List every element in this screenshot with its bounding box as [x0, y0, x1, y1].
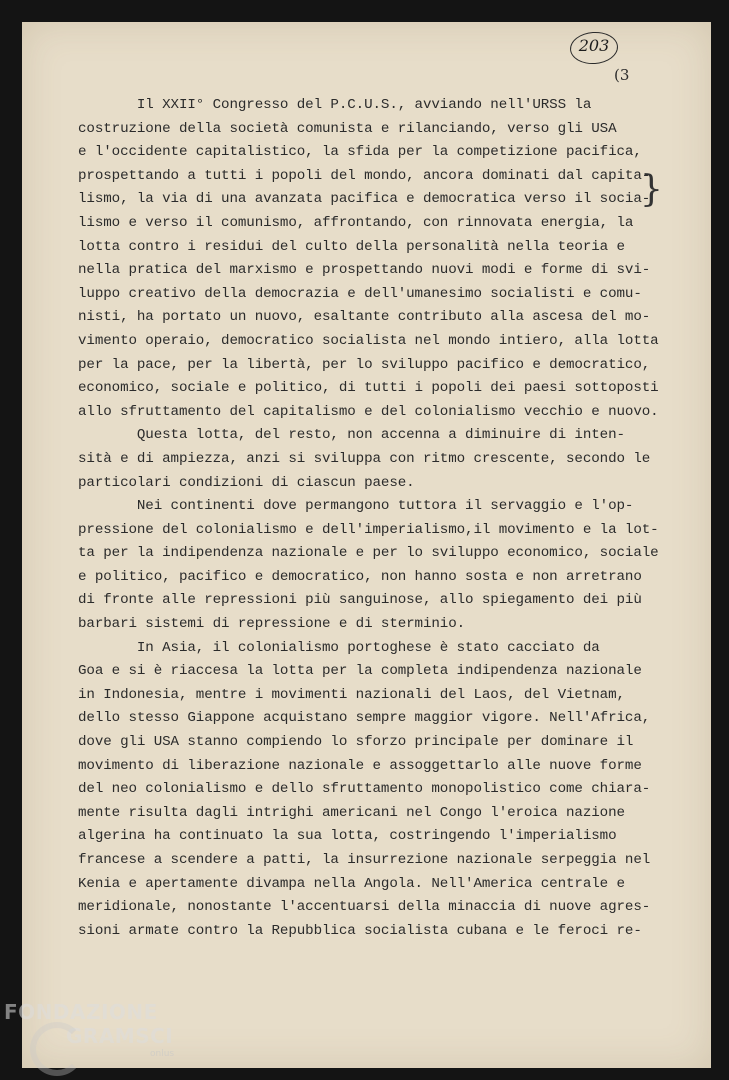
watermark-suffix: onlus	[150, 1049, 175, 1059]
text-line: Kenia e apertamente divampa nella Angola. Nell'America centrale e	[78, 875, 625, 892]
text-line: luppo creativo della democrazia e dell'umanesimo socialisti e comu-	[78, 285, 642, 302]
text-line: lismo, la via di una avanzata pacifica e democratica verso il socia-	[78, 191, 651, 208]
text-line: Nei continenti dove permangono tuttora il servaggio e l'op-	[78, 498, 634, 515]
watermark-logo-icon	[30, 1022, 84, 1076]
text-line: nella pratica del marxismo e prospettando nuovi modi e forme di svi-	[78, 262, 651, 279]
text-line: e l'occidente capitalistico, la sfida per la competizione pacifica,	[78, 144, 642, 161]
text-line: lismo e verso il comunismo, affrontando, con rinnovata energia, la	[78, 214, 634, 231]
text-line: dove gli USA stanno compiendo lo sforzo principale per dominare il	[78, 734, 634, 751]
text-line: Goa e si è riaccesa la lotta per la completa indipendenza nazionale	[78, 663, 642, 680]
text-line: economico, sociale e politico, di tutti i popoli dei paesi sottoposti	[78, 380, 659, 397]
text-line: vimento operaio, democratico socialista nel mondo intiero, alla lotta	[78, 332, 659, 349]
text-line: Il XXII° Congresso del P.C.U.S., avviando nell'URSS la	[78, 97, 592, 113]
text-line: In Asia, il colonialismo portoghese è stato cacciato da	[78, 639, 600, 656]
text-line: sioni armate contro la Repubblica socialista cubana e le feroci re-	[78, 922, 642, 939]
sheet-number: (3	[614, 66, 630, 84]
text-line: nisti, ha portato un nuovo, esaltante contributo alla ascesa del mo-	[78, 309, 651, 326]
page-number: 203	[578, 36, 610, 55]
text-line: prospettando a tutti i popoli del mondo, ancora dominati dal capita-	[78, 167, 651, 184]
text-line: meridionale, nonostante l'accentuarsi della minaccia di nuove agres-	[78, 899, 651, 916]
text-line: del neo colonialismo e dello sfruttamento monopolistico come chiara-	[78, 781, 651, 798]
margin-brace: }	[640, 169, 663, 210]
text-line: mente risulta dagli intrighi americani nel Congo l'eroica nazione	[78, 804, 625, 821]
text-line: movimento di liberazione nazionale e assoggettarlo alle nuove forme	[78, 757, 642, 774]
text-line: barbari sistemi di repressione e di sterminio.	[78, 616, 466, 633]
text-line: allo sfruttamento del capitalismo e del colonialismo vecchio e nuovo.	[78, 403, 659, 420]
text-line: in Indonesia, mentre i movimenti nazionali del Laos, del Vietnam,	[78, 686, 625, 703]
text-line: ta per la indipendenza nazionale e per lo sviluppo economico, sociale	[78, 545, 659, 562]
text-line: per la pace, per la libertà, per lo sviluppo pacifico e democratico,	[78, 356, 651, 373]
fondazione-gramsci-watermark	[4, 1000, 175, 1059]
text-line: particolari condizioni di ciascun paese.	[78, 474, 415, 491]
document-page	[22, 22, 711, 1068]
typewritten-text	[78, 94, 678, 943]
text-line: e politico, pacifico e democratico, non hanno sosta e non arretrano	[78, 568, 642, 585]
text-line: algerina ha continuato la sua lotta, costringendo l'imperialismo	[78, 828, 617, 845]
text-line: costruzione della società comunista e rilanciando, verso gli USA	[78, 120, 617, 137]
text-line: di fronte alle repressioni più sanguinose, allo spiegamento dei più	[78, 592, 642, 609]
text-line: dello stesso Giappone acquistano sempre maggior vigore. Nell'Africa,	[78, 710, 651, 727]
watermark-line2: GRAMSCI	[66, 1024, 174, 1048]
text-line: francese a scendere a patti, la insurrezione nazionale serpeggia nel	[78, 852, 651, 868]
text-line: sità e di ampiezza, anzi si sviluppa con ritmo crescente, secondo le	[78, 450, 651, 467]
text-line: Questa lotta, del resto, non accenna a diminuire di inten-	[78, 427, 625, 444]
text-line: pressione del colonialismo e dell'imperialismo,il movimento e la lot-	[78, 521, 659, 538]
text-line: lotta contro i residui del culto della personalità nella teoria e	[78, 238, 625, 255]
watermark-line1: FONDAZIONE	[4, 1000, 158, 1024]
